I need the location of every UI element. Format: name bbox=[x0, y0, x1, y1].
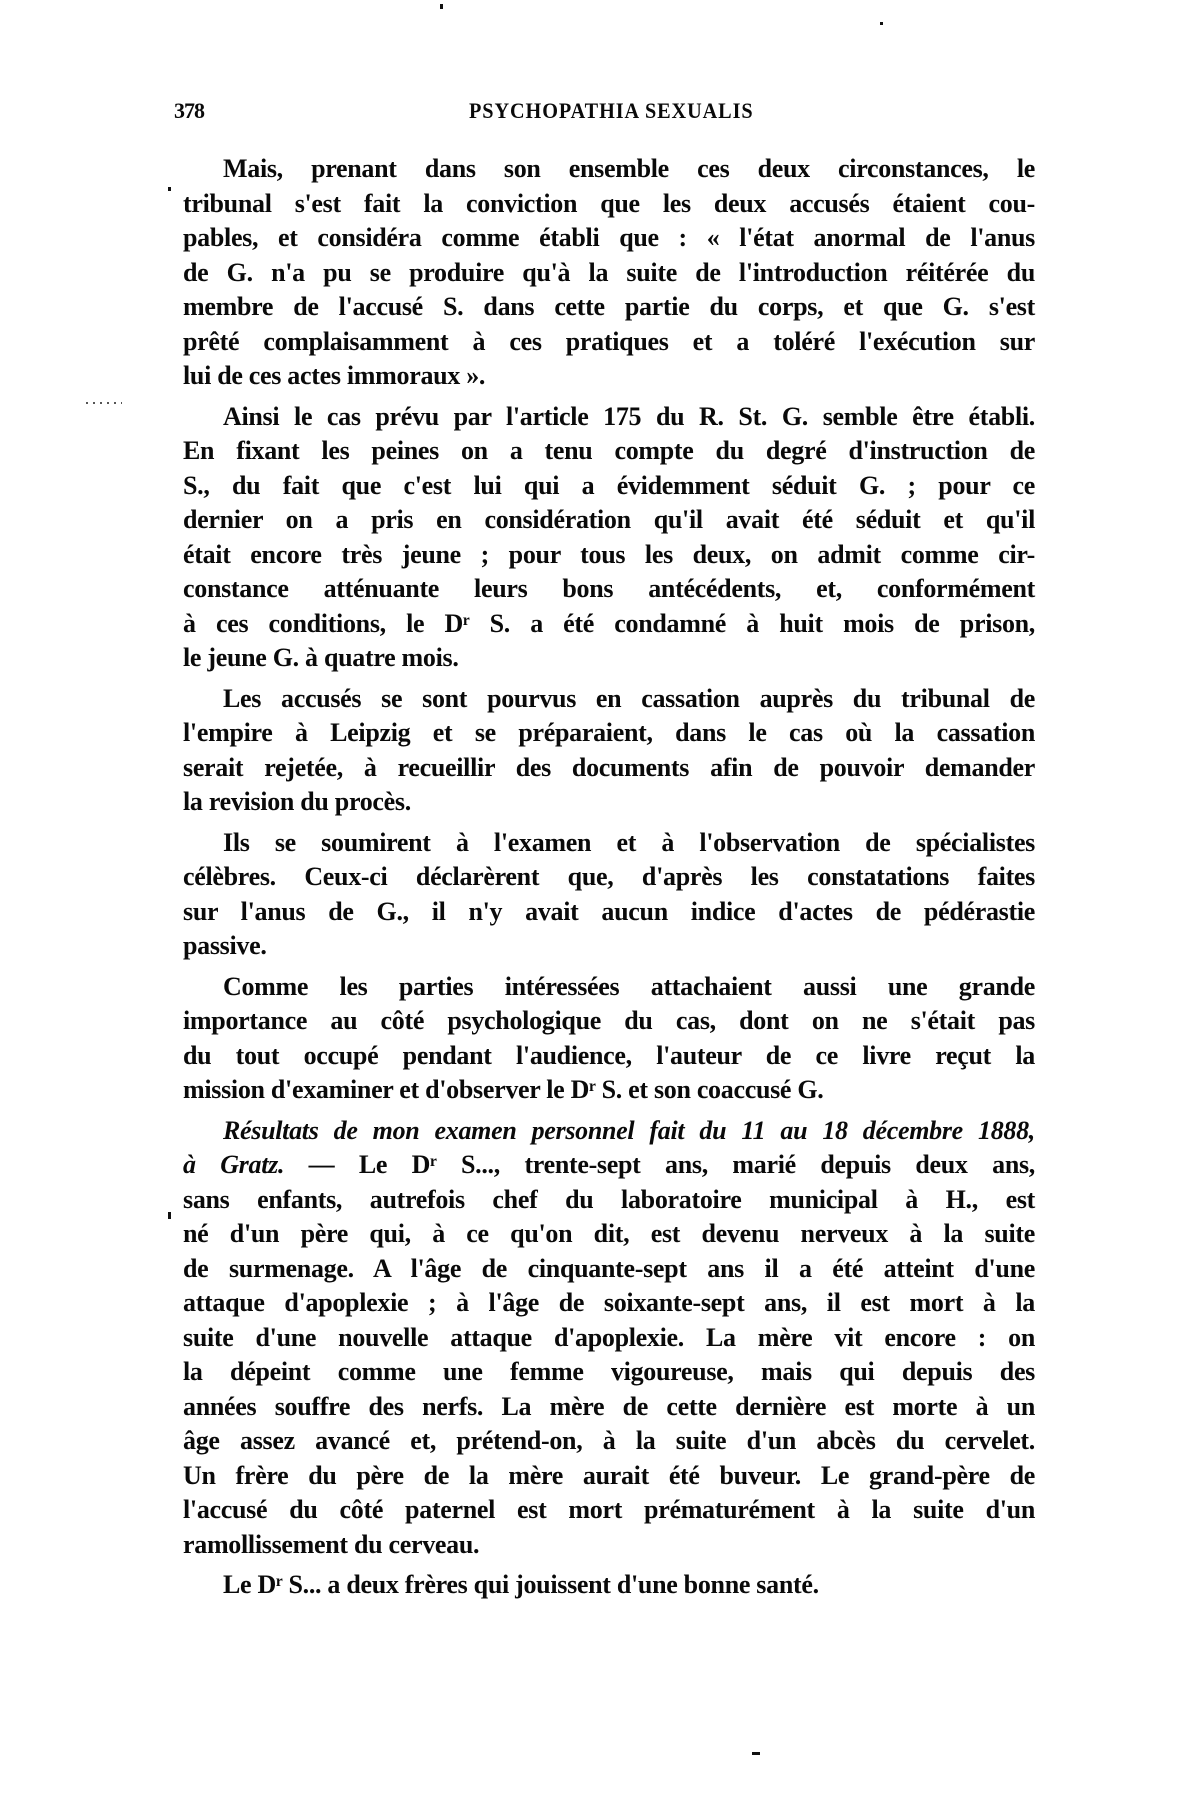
text-line bbox=[183, 1183, 1035, 1218]
line-text: ramollissement du cerveau. bbox=[183, 1529, 480, 1559]
line-text: prêté complaisamment à ces pratiques et a toléré l'exécution sur bbox=[183, 326, 1035, 356]
paragraph bbox=[183, 826, 1035, 964]
text-line bbox=[183, 538, 1035, 573]
line-text: tribunal s'est fait la conviction que les deux accusés étaient cou- bbox=[183, 188, 1035, 218]
line-text: suite d'une nouvelle attaque d'apoplexie. La mère vit encore : on bbox=[183, 1322, 1035, 1352]
line-text: Le Dʳ S... a deux frères qui jouissent d'une bonne santé. bbox=[223, 1570, 819, 1599]
text-line bbox=[183, 434, 1035, 469]
text-line bbox=[183, 1004, 1035, 1039]
text-line bbox=[183, 1114, 1035, 1149]
text-line bbox=[183, 895, 1035, 930]
text-line bbox=[183, 1321, 1035, 1356]
italic-text: à Gratz. bbox=[183, 1150, 285, 1179]
line-text: âge assez avancé et, prétend-on, à la suite d'un abcès du cervelet. bbox=[183, 1426, 1035, 1455]
text-line bbox=[183, 187, 1035, 222]
scan-speck bbox=[752, 1752, 760, 1755]
line-text: attaque d'apoplexie ; à l'âge de soixante-sept ans, il est mort à la bbox=[183, 1288, 1035, 1317]
line-text: la dépeint comme une femme vigoureuse, mais qui depuis des bbox=[183, 1357, 1035, 1386]
text-line bbox=[183, 359, 1035, 394]
text-line bbox=[183, 1493, 1035, 1528]
text-line bbox=[183, 1528, 1035, 1563]
text-line bbox=[183, 751, 1035, 786]
text-line bbox=[183, 682, 1035, 717]
text-line bbox=[183, 325, 1035, 360]
line-text: du tout occupé pendant l'audience, l'auteur de ce livre reçut la bbox=[183, 1040, 1035, 1070]
italic-text: Résultats de mon examen personnel fait du 11 au 18 décembre 1888, bbox=[223, 1115, 1035, 1145]
running-header bbox=[174, 98, 1034, 128]
text-line bbox=[183, 1355, 1035, 1390]
text-line bbox=[183, 1459, 1035, 1494]
page-body-text bbox=[183, 152, 1035, 1603]
line-text: années souffre des nerfs. La mère de cette dernière est morte à un bbox=[183, 1391, 1035, 1421]
paragraph bbox=[183, 1114, 1035, 1563]
paragraph bbox=[183, 152, 1035, 394]
running-title: PSYCHOPATHIA SEXUALIS bbox=[469, 98, 754, 123]
scan-speck bbox=[168, 187, 171, 191]
text-line bbox=[183, 1424, 1035, 1459]
text-line bbox=[183, 503, 1035, 538]
text-line bbox=[183, 970, 1035, 1005]
line-text: Comme les parties intéressées attachaient aussi une grande bbox=[223, 971, 1035, 1001]
text-line bbox=[183, 785, 1035, 820]
line-text: pables, et considéra comme établi que : « l'état anormal de l'anus bbox=[183, 223, 1035, 252]
line-text: à ces conditions, le Dʳ S. a été condamné à huit mois de prison, bbox=[183, 608, 1035, 638]
paragraph bbox=[183, 1568, 1035, 1603]
text-line bbox=[183, 1073, 1035, 1108]
line-text: dernier on a pris en considération qu'il avait été séduit et qu'il bbox=[183, 505, 1035, 534]
text-line bbox=[183, 716, 1035, 751]
line-text: passive. bbox=[183, 931, 267, 960]
line-text: mission d'examiner et d'observer le Dʳ S. et son coaccusé G. bbox=[183, 1075, 824, 1104]
line-text: sans enfants, autrefois chef du laboratoire municipal à H., est bbox=[183, 1184, 1035, 1214]
line-text: la revision du procès. bbox=[183, 787, 411, 816]
line-text: — Le Dʳ S..., trente-sept ans, marié depuis deux ans, bbox=[284, 1150, 1036, 1179]
scan-speck bbox=[440, 4, 443, 9]
line-text: de surmenage. A l'âge de cinquante-sept ans il a été atteint d'une bbox=[183, 1253, 1035, 1283]
text-line bbox=[183, 826, 1035, 861]
text-line bbox=[183, 1039, 1035, 1074]
text-line bbox=[183, 607, 1035, 642]
paragraph bbox=[183, 970, 1035, 1108]
line-text: constance atténuante leurs bons antécédents, et, conformément bbox=[183, 574, 1035, 603]
text-line bbox=[183, 400, 1035, 435]
line-text: le jeune G. à quatre mois. bbox=[183, 643, 459, 672]
line-text: célèbres. Ceux-ci déclarèrent que, d'après les constatations faites bbox=[183, 862, 1035, 891]
line-text: l'empire à Leipzig et se préparaient, dans le cas où la cassation bbox=[183, 718, 1035, 747]
line-text: l'accusé du côté paternel est mort prématurément à la suite d'un bbox=[183, 1495, 1035, 1524]
text-line bbox=[183, 1286, 1035, 1321]
line-text: Ils se soumirent à l'examen et à l'observation de spécialistes bbox=[223, 827, 1035, 857]
line-text: importance au côté psychologique du cas, dont on ne s'était pas bbox=[183, 1006, 1035, 1035]
line-text: serait rejetée, à recueillir des documents afin de pouvoir demander bbox=[183, 752, 1035, 782]
text-line bbox=[183, 860, 1035, 895]
text-line bbox=[183, 929, 1035, 964]
text-line bbox=[183, 1252, 1035, 1287]
text-line bbox=[183, 1148, 1035, 1183]
line-text: Un frère du père de la mère aurait été buveur. Le grand-père de bbox=[183, 1460, 1035, 1490]
text-line bbox=[183, 1390, 1035, 1425]
line-text: Ainsi le cas prévu par l'article 175 du R. St. G. semble être établi. bbox=[223, 401, 1035, 431]
paragraph bbox=[183, 682, 1035, 820]
text-line bbox=[183, 256, 1035, 291]
scan-speck bbox=[168, 1212, 171, 1219]
line-text: Les accusés se sont pourvus en cassation auprès du tribunal de bbox=[223, 683, 1035, 713]
text-line bbox=[183, 572, 1035, 607]
line-text: membre de l'accusé S. dans cette partie du corps, et que G. s'est bbox=[183, 292, 1035, 321]
line-text: de G. n'a pu se produire qu'à la suite de l'introduction réitérée du bbox=[183, 257, 1035, 287]
text-line bbox=[183, 221, 1035, 256]
line-text: S., du fait que c'est lui qui a évidemment séduit G. ; pour ce bbox=[183, 470, 1035, 500]
scan-dots bbox=[86, 402, 122, 404]
text-line bbox=[183, 1217, 1035, 1252]
text-line bbox=[183, 152, 1035, 187]
line-text: En fixant les peines on a tenu compte du degré d'instruction de bbox=[183, 436, 1035, 465]
text-line bbox=[183, 641, 1035, 676]
line-text: sur l'anus de G., il n'y avait aucun indice d'actes de pédérastie bbox=[183, 896, 1035, 926]
line-text: lui de ces actes immoraux ». bbox=[183, 361, 486, 390]
scan-speck bbox=[880, 22, 883, 25]
text-line bbox=[183, 290, 1035, 325]
line-text: né d'un père qui, à ce qu'on dit, est devenu nerveux à la suite bbox=[183, 1219, 1035, 1248]
line-text: Mais, prenant dans son ensemble ces deux circonstances, le bbox=[223, 154, 1035, 183]
line-text: était encore très jeune ; pour tous les deux, on admit comme cir- bbox=[183, 539, 1035, 569]
paragraph bbox=[183, 400, 1035, 676]
text-line bbox=[183, 1568, 1035, 1603]
text-line bbox=[183, 469, 1035, 504]
page-number: 378 bbox=[174, 98, 204, 123]
